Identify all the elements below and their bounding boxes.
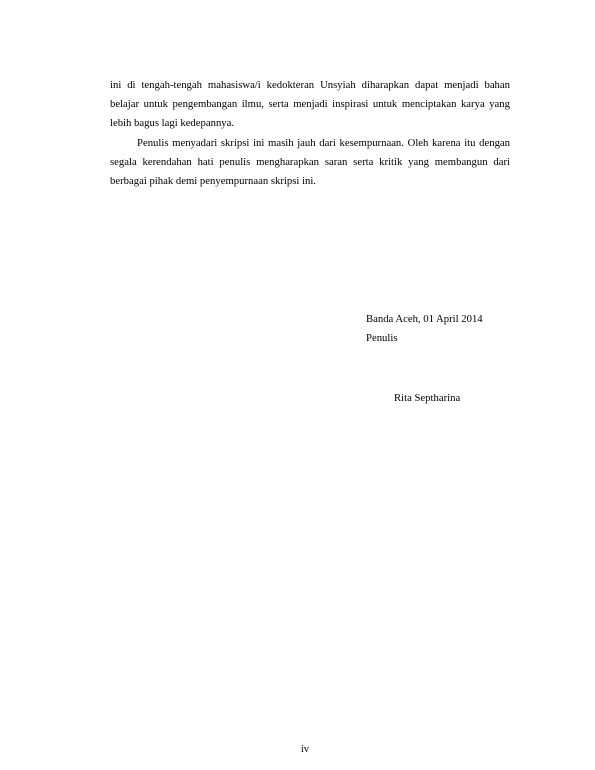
closing-block [366, 310, 483, 348]
paragraph-acknowledgement: Penulis menyadari skripsi ini masih jauh dari kesempurnaan. Oleh karena itu dengan segala kerendahan hati penulis mengharapkan saran serta kritik yang membangun dari berbagai pihak demi penyempurnaan skripsi ini. [110, 136, 510, 188]
page-number: iv [300, 743, 310, 755]
author-name: Rita Septharina [394, 392, 461, 404]
paragraph-continuation: ini di tengah-tengah mahasiswa/i kedokteran Unsyiah diharapkan dapat menjadi bahan belajar untuk pengembangan ilmu, serta menjadi inspirasi untuk menciptakan karya yang lebih bagus lagi kedepannya. [110, 79, 510, 130]
place-date: Banda Aceh, 01 April 2014 [366, 313, 483, 325]
author-role: Penulis [366, 332, 398, 344]
preface-body [110, 76, 510, 191]
